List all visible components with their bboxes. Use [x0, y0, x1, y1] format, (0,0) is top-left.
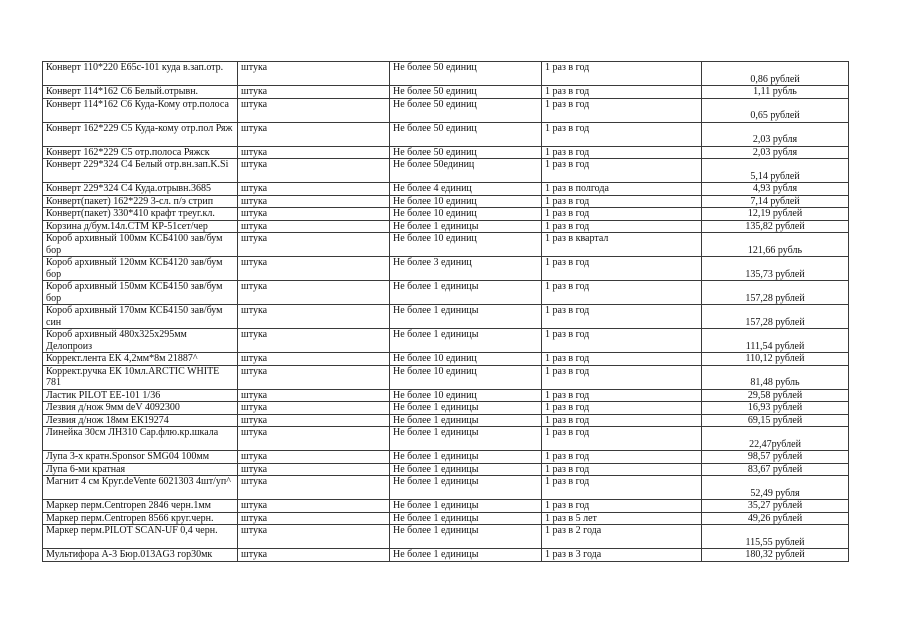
price-cell: 35,27 рублей — [702, 500, 849, 513]
quantity-cell: Не более 1 единицы — [390, 525, 542, 549]
unit-cell: штука — [238, 98, 390, 122]
price-cell: 111,54 рублей — [702, 329, 849, 353]
item-name-cell: Линейка 30см ЛН310 Сар.флю.кр.шкала — [43, 427, 238, 451]
frequency-cell: 1 раз в 3 года — [542, 549, 702, 562]
frequency-cell: 1 раз в год — [542, 353, 702, 366]
unit-cell: штука — [238, 365, 390, 389]
item-name-cell: Ластик PILOT ЕЕ-101 1/36 — [43, 389, 238, 402]
frequency-cell: 1 раз в год — [542, 220, 702, 233]
table-row — [43, 233, 849, 257]
unit-cell: штука — [238, 463, 390, 476]
price-cell: 83,67 рублей — [702, 463, 849, 476]
table-row — [43, 353, 849, 366]
frequency-cell: 1 раз в год — [542, 365, 702, 389]
quantity-cell: Не более 1 единицы — [390, 451, 542, 464]
quantity-cell: Не более 50 единиц — [390, 122, 542, 146]
quantity-cell: Не более 1 единицы — [390, 512, 542, 525]
unit-cell: штука — [238, 195, 390, 208]
quantity-cell: Не более 1 единицы — [390, 463, 542, 476]
quantity-cell: Не более 1 единицы — [390, 329, 542, 353]
quantity-cell: Не более 1 единицы — [390, 281, 542, 305]
table-row — [43, 525, 849, 549]
unit-cell: штука — [238, 281, 390, 305]
frequency-cell: 1 раз в квартал — [542, 233, 702, 257]
quantity-cell: Не более 1 единицы — [390, 476, 542, 500]
price-cell: 135,73 рублей — [702, 257, 849, 281]
frequency-cell: 1 раз в год — [542, 62, 702, 86]
frequency-cell: 1 раз в 2 года — [542, 525, 702, 549]
unit-cell: штука — [238, 329, 390, 353]
table-row — [43, 414, 849, 427]
unit-cell: штука — [238, 414, 390, 427]
table-row — [43, 62, 849, 86]
quantity-cell: Не более 50 единиц — [390, 62, 542, 86]
price-cell: 49,26 рублей — [702, 512, 849, 525]
unit-cell: штука — [238, 476, 390, 500]
unit-cell: штука — [238, 402, 390, 415]
price-cell: 52,49 рубля — [702, 476, 849, 500]
table-row — [43, 208, 849, 221]
unit-cell: штука — [238, 525, 390, 549]
unit-cell: штука — [238, 62, 390, 86]
frequency-cell: 1 раз в 5 лет — [542, 512, 702, 525]
table-row — [43, 98, 849, 122]
price-cell: 2,03 рубля — [702, 122, 849, 146]
table-row — [43, 159, 849, 183]
frequency-cell: 1 раз в год — [542, 329, 702, 353]
price-cell: 22,47рублей — [702, 427, 849, 451]
item-name-cell: Короб архивный 170мм КСБ4150 зав/бум син — [43, 305, 238, 329]
supplies-table — [42, 61, 849, 562]
table-row — [43, 427, 849, 451]
unit-cell: штука — [238, 257, 390, 281]
frequency-cell: 1 раз в год — [542, 476, 702, 500]
price-cell: 180,32 рублей — [702, 549, 849, 562]
frequency-cell: 1 раз в год — [542, 122, 702, 146]
frequency-cell: 1 раз в год — [542, 195, 702, 208]
price-cell: 157,28 рублей — [702, 305, 849, 329]
item-name-cell: Маркер перм.Centropen 2846 черн.1мм — [43, 500, 238, 513]
frequency-cell: 1 раз в год — [542, 208, 702, 221]
quantity-cell: Не более 10 единиц — [390, 195, 542, 208]
frequency-cell: 1 раз в год — [542, 451, 702, 464]
price-cell: 98,57 рублей — [702, 451, 849, 464]
table-row — [43, 402, 849, 415]
frequency-cell: 1 раз в год — [542, 146, 702, 159]
quantity-cell: Не более 50 единиц — [390, 146, 542, 159]
price-cell: 4,93 рубля — [702, 183, 849, 196]
unit-cell: штука — [238, 500, 390, 513]
table-row — [43, 389, 849, 402]
unit-cell: штука — [238, 549, 390, 562]
item-name-cell: Мультифора А-3 Бюр.013AG3 гор30мк — [43, 549, 238, 562]
table-row — [43, 549, 849, 562]
item-name-cell: Конверт(пакет) 330*410 крафт треуг.кл. — [43, 208, 238, 221]
item-name-cell: Маркер перм.Centropen 8566 круг.черн. — [43, 512, 238, 525]
table-body — [43, 62, 849, 562]
table-row — [43, 86, 849, 99]
price-cell: 81,48 рубль — [702, 365, 849, 389]
table-row — [43, 195, 849, 208]
table-row — [43, 500, 849, 513]
quantity-cell: Не более 10 единиц — [390, 353, 542, 366]
frequency-cell: 1 раз в год — [542, 389, 702, 402]
quantity-cell: Не более 1 единицы — [390, 402, 542, 415]
item-name-cell: Конверт 229*324 С4 Куда.отрывн.3685 — [43, 183, 238, 196]
item-name-cell: Коррект.лента ЕК 4,2мм*8м 21887^ — [43, 353, 238, 366]
frequency-cell: 1 раз в год — [542, 500, 702, 513]
item-name-cell: Лупа 3-х кратн.Sponsor SMG04 100мм — [43, 451, 238, 464]
frequency-cell: 1 раз в год — [542, 257, 702, 281]
item-name-cell: Лупа 6-ми кратная — [43, 463, 238, 476]
unit-cell: штука — [238, 122, 390, 146]
quantity-cell: Не более 10 единиц — [390, 365, 542, 389]
unit-cell: штука — [238, 389, 390, 402]
item-name-cell: Конверт 162*229 С5 Куда-кому отр.пол Ряж — [43, 122, 238, 146]
price-cell: 135,82 рублей — [702, 220, 849, 233]
quantity-cell: Не более 10 единиц — [390, 208, 542, 221]
frequency-cell: 1 раз в год — [542, 86, 702, 99]
item-name-cell: Конверт 110*220 Е65с-101 куда в.зап.отр. — [43, 62, 238, 86]
unit-cell: штука — [238, 86, 390, 99]
quantity-cell: Не более 1 единицы — [390, 305, 542, 329]
unit-cell: штука — [238, 512, 390, 525]
quantity-cell: Не более 10 единиц — [390, 233, 542, 257]
unit-cell: штука — [238, 427, 390, 451]
unit-cell: штука — [238, 159, 390, 183]
item-name-cell: Маркер перм.PILOT SCAN-UF 0,4 черн. — [43, 525, 238, 549]
quantity-cell: Не более 50 единиц — [390, 86, 542, 99]
table-row — [43, 257, 849, 281]
quantity-cell: Не более 50единиц — [390, 159, 542, 183]
unit-cell: штука — [238, 233, 390, 257]
frequency-cell: 1 раз в год — [542, 402, 702, 415]
unit-cell: штука — [238, 220, 390, 233]
quantity-cell: Не более 1 единицы — [390, 414, 542, 427]
price-cell: 115,55 рублей — [702, 525, 849, 549]
item-name-cell: Лезвия д/нож 9мм deV 4092300 — [43, 402, 238, 415]
quantity-cell: Не более 1 единицы — [390, 427, 542, 451]
table-row — [43, 463, 849, 476]
table-row — [43, 183, 849, 196]
item-name-cell: Короб архивный 120мм КСБ4120 зав/бум бор — [43, 257, 238, 281]
table-row — [43, 512, 849, 525]
item-name-cell: Конверт(пакет) 162*229 3-сл. п/э стрип — [43, 195, 238, 208]
item-name-cell: Конверт 114*162 С6 Куда-Кому отр.полоса — [43, 98, 238, 122]
quantity-cell: Не более 1 единицы — [390, 500, 542, 513]
table-row — [43, 220, 849, 233]
price-cell: 69,15 рублей — [702, 414, 849, 427]
item-name-cell: Короб архивный 480х325х295мм Делопроиз — [43, 329, 238, 353]
unit-cell: штука — [238, 183, 390, 196]
frequency-cell: 1 раз в год — [542, 414, 702, 427]
table-row — [43, 451, 849, 464]
price-cell: 157,28 рублей — [702, 281, 849, 305]
frequency-cell: 1 раз в год — [542, 159, 702, 183]
table-row — [43, 281, 849, 305]
price-cell: 29,58 рублей — [702, 389, 849, 402]
unit-cell: штука — [238, 353, 390, 366]
price-cell: 121,66 рубль — [702, 233, 849, 257]
price-cell: 16,93 рублей — [702, 402, 849, 415]
item-name-cell: Лезвия д/нож 18мм ЕК19274 — [43, 414, 238, 427]
item-name-cell: Короб архивный 150мм КСБ4150 зав/бум бор — [43, 281, 238, 305]
item-name-cell: Коррект.ручка ЕК 10мл.ARCTIC WHITE 781 — [43, 365, 238, 389]
item-name-cell: Магнит 4 см Круг.deVente 6021303 4шт/уп^ — [43, 476, 238, 500]
quantity-cell: Не более 50 единиц — [390, 98, 542, 122]
table-row — [43, 365, 849, 389]
frequency-cell: 1 раз в год — [542, 463, 702, 476]
item-name-cell: Конверт 162*229 С5 отр.полоса Ряжск — [43, 146, 238, 159]
price-cell: 110,12 рублей — [702, 353, 849, 366]
frequency-cell: 1 раз в год — [542, 281, 702, 305]
unit-cell: штука — [238, 146, 390, 159]
quantity-cell: Не более 4 единиц — [390, 183, 542, 196]
price-cell: 2,03 рубля — [702, 146, 849, 159]
price-cell: 12,19 рублей — [702, 208, 849, 221]
table-row — [43, 305, 849, 329]
price-cell: 0,86 рублей — [702, 62, 849, 86]
item-name-cell: Короб архивный 100мм КСБ4100 зав/бум бор — [43, 233, 238, 257]
item-name-cell: Конверт 229*324 С4 Белый отр.вн.зап.K.Si — [43, 159, 238, 183]
quantity-cell: Не более 1 единицы — [390, 549, 542, 562]
table-row — [43, 329, 849, 353]
item-name-cell: Конверт 114*162 С6 Белый.отрывн. — [43, 86, 238, 99]
quantity-cell: Не более 1 единицы — [390, 220, 542, 233]
quantity-cell: Не более 10 единиц — [390, 389, 542, 402]
price-cell: 0,65 рублей — [702, 98, 849, 122]
unit-cell: штука — [238, 305, 390, 329]
frequency-cell: 1 раз в год — [542, 427, 702, 451]
unit-cell: штука — [238, 208, 390, 221]
frequency-cell: 1 раз в год — [542, 98, 702, 122]
frequency-cell: 1 раз в год — [542, 305, 702, 329]
price-cell: 7,14 рублей — [702, 195, 849, 208]
item-name-cell: Корзина д/бум.14л.СТМ КР-51сет/чер — [43, 220, 238, 233]
table-row — [43, 476, 849, 500]
table-row — [43, 122, 849, 146]
quantity-cell: Не более 3 единиц — [390, 257, 542, 281]
unit-cell: штука — [238, 451, 390, 464]
price-cell: 5,14 рублей — [702, 159, 849, 183]
price-cell: 1,11 рубль — [702, 86, 849, 99]
table-row — [43, 146, 849, 159]
frequency-cell: 1 раз в полгода — [542, 183, 702, 196]
